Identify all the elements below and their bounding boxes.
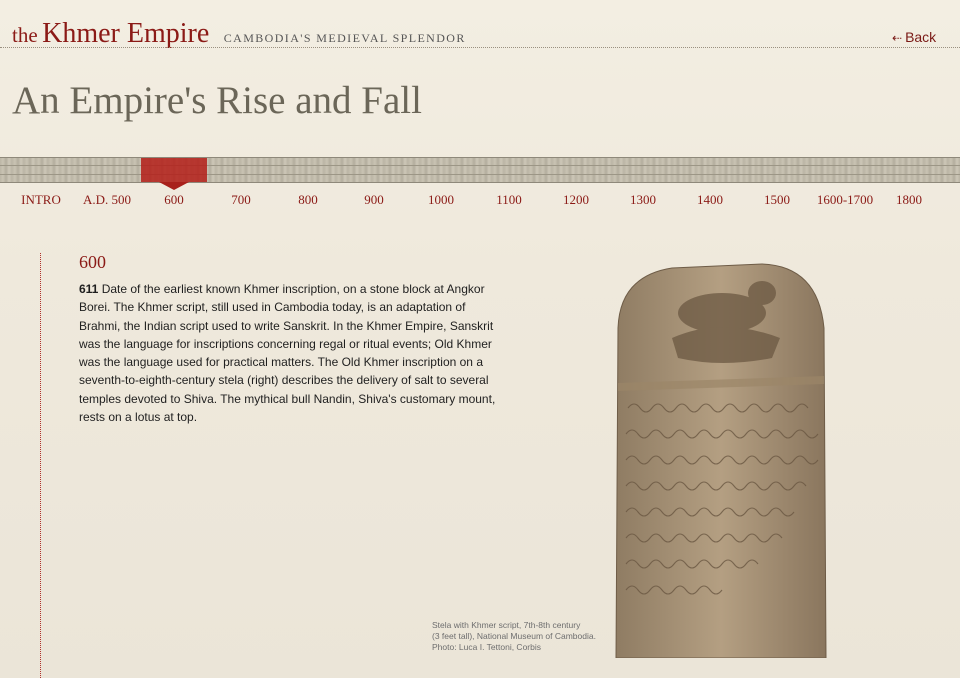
- timeline-item-1100[interactable]: 1100: [496, 192, 522, 207]
- caption-line-1: Stela with Khmer script, 7th-8th century: [432, 620, 581, 630]
- stela-image: [612, 258, 828, 658]
- timeline-frieze: [0, 157, 960, 183]
- brand-name: Khmer Empire: [42, 18, 210, 49]
- timeline-item-1800[interactable]: 1800: [896, 192, 922, 207]
- brand-tagline: CAMBODIA'S MEDIEVAL SPLENDOR: [223, 31, 466, 45]
- caption-line-3: Photo: Luca I. Tettoni, Corbis: [432, 642, 541, 652]
- timeline-item-800[interactable]: 800: [298, 192, 318, 207]
- caption-line-2: (3 feet tall), National Museum of Cambodia.: [432, 631, 596, 641]
- site-brand[interactable]: [12, 18, 466, 50]
- timeline-item-1300[interactable]: 1300: [630, 192, 656, 207]
- header: [0, 0, 960, 48]
- timeline-item-900[interactable]: 900: [364, 192, 384, 207]
- timeline-item-700[interactable]: 700: [231, 192, 251, 207]
- timeline-item-1600-1700[interactable]: 1600-1700: [816, 192, 874, 207]
- lead-year: 611: [79, 282, 99, 296]
- timeline-item-1200[interactable]: 1200: [563, 192, 589, 207]
- timeline-item-500[interactable]: A.D. 500: [82, 192, 132, 207]
- brand-the: the: [12, 23, 38, 47]
- timeline-active-highlight: [141, 158, 207, 182]
- timeline-item-600[interactable]: 600: [164, 192, 184, 207]
- content-left-rule: [40, 253, 41, 678]
- back-label: Back: [905, 29, 937, 45]
- timeline-item-1400[interactable]: 1400: [697, 192, 723, 207]
- section-body: [79, 280, 499, 426]
- back-arrow-icon: ⇠: [892, 31, 903, 45]
- image-caption: [432, 620, 612, 653]
- timeline-item-intro[interactable]: INTRO: [21, 192, 61, 207]
- timeline-active-marker-icon: [159, 182, 189, 190]
- timeline-item-1500[interactable]: 1500: [764, 192, 790, 207]
- timeline-item-1000[interactable]: 1000: [428, 192, 454, 207]
- back-button[interactable]: [892, 29, 936, 45]
- header-divider: [0, 47, 960, 48]
- body-text: Date of the earliest known Khmer inscription, on a stone block at Angkor Borei. The Khmer script, still used in Cambodia today, is an adaptation of Brahmi, the Indian script used to write Sanskrit. In the Khmer Empire, Sanskrit was the language for inscriptions concerning regal or ritual events; Old Khmer was the language used for practical matters. The Old Khmer inscription on a seventh-to-eighth-century stela (right) describes the delivery of salt to several temples devoted to Shiva. The mythical bull Nandin, Shiva's customary mount, rests on a lotus at top.: [79, 282, 496, 425]
- section-year-heading: 600: [79, 252, 106, 272]
- page-title: An Empire's Rise and Fall: [12, 79, 422, 122]
